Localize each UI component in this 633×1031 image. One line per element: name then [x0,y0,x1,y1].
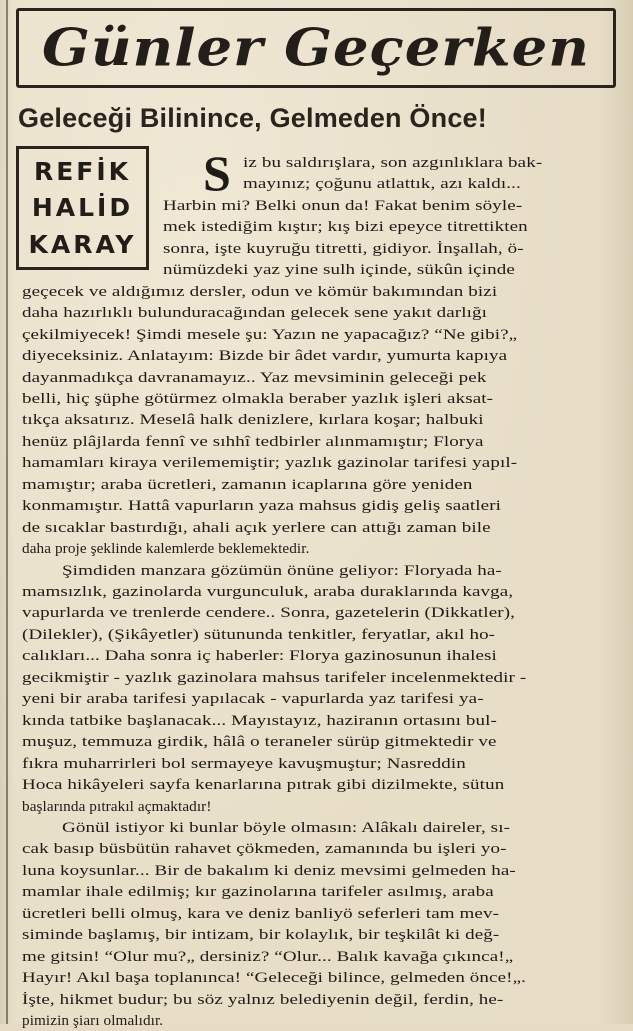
author-first-name: REFİK [33,156,132,186]
body-line: (Dilekler), (Şikâyetler) sütununda tenkitler, feryatlar, akıl ho- [22,625,496,643]
author-box [16,146,149,270]
body-line: İşte, hikmet budur; bu söz yalnız belediyenin değil, ferdin, he- [22,990,504,1008]
body-line: konmamıştır. Hattâ vapurların yaza mahsus gidiş geliş saatleri [22,497,502,515]
body-line: de sıcaklar bastırdığı, ahali açık yerlere can attığı zaman bile [22,518,491,536]
body-line: iz bu saldırışlara, son azgınlıklara bak- [243,154,543,171]
body-line: daha hazırlıklı bulunduracağından gelecek sene yakıt darlığı [22,304,488,322]
body-line: tıkça aksatırız. Meselâ halk denizlere, kırlara koşar; halbuki [22,411,484,429]
body-line: mayınız; çoğunu atlattık, azı kaldı... [243,175,521,193]
body-line: fıkra muharrirleri bol sermayeye kavuşmuştur; Nasreddin [22,754,466,772]
drop-cap: S [203,145,231,201]
body-line: gecikmiştir - yazlık gazinolara mahsus tarifeler incelenmektedir - [22,668,527,686]
body-line: belli, hiç şüphe götürmez olmakla beraber yazlık işleri aksat- [22,389,494,407]
body-line: Harbin mi? Belki onun da! Fakat benim söyle- [163,196,523,214]
author-last-name: KARAY [28,230,137,260]
body-line: ücretleri belli olmuş, kara ve deniz banliyö seferleri tam mev- [22,904,500,922]
body-line: calıkları... Daha sonra iç haberler: Florya gazinosunun ihalesi [22,647,497,665]
body-line: hamamları kiraya verilememiştir; yazlık gazinolar tarifesi yapıl- [22,454,518,472]
body-line: dayanmadıkça davranamayız.. Yaz mevsiminin geleceği pek [22,368,487,386]
body-line: mamsızlık, gazinolarda vurgunculuk, araba duraklarında kavga, [22,583,514,600]
body-line: kında tatbike başlanacak... Mayıstayız, haziranın ortasını bul- [22,711,497,729]
body-line: pimizin şiarı olmalıdır. [22,1012,164,1029]
body-line: geçecek ve aldığımız dersler, odun ve kömür bakımından bizi [22,282,498,300]
body-line: daha proje şeklinde kalemlerde beklemektedir. [22,540,310,558]
body-line: sonra, işte kuyruğu titretti, gidiyor. İnşallah, ö- [163,239,524,257]
body-line: siminde başlamış, bir intizam, bir kolaylık, bir teşkilât ki değ- [22,926,500,944]
author-middle-name: HALİD [31,193,134,223]
masthead-box [16,8,616,88]
body-line: mek istediğim kıştır; kış bizi epeyce titrettikten [163,218,528,236]
body-line: başlarında pıtrakıl açmaktadır! [22,797,212,815]
body-line: vapurlarda ve trenlerde cendere.. Sonra, gazetelerin (Dikkatler), [22,604,516,622]
body-line: henüz plâjlarda fennî ve sıhhî tedbirler alınmamıştır; Florya [22,432,484,450]
body-line: mamlar ihale edilmiş; kır gazinolarına tarifeler asılmış, araba [22,883,494,901]
body-line: me gitsin! “Olur mu?„ dersiniz? “Olur... Balık kavağa çıkınca!„ [22,947,514,965]
body-line: muşuz, temmuza girdik, hâlâ o teraneler sürüp gitmektedir ve [22,733,497,751]
body-line: diyeceksiniz. Anlatayım: Bizde bir âdet vardır, yumurta kapıya [22,347,508,365]
body-line: luna koysunlar... Bir de bakalım ki deniz mevsimi gelmeden ha- [22,861,516,879]
body-line: yeni bir araba tarifesi yapılacak - vapurlarda yaz tarifesi ya- [22,690,484,708]
column-rule [6,0,8,1024]
body-line: çekilmiyecek! Şimdi mesele şu: Yazın ne yapacağız? “Ne gibi?„ [22,325,518,343]
body-line: cak basıp büsbütün rahavet çökmeden, zamanında bu işleri yo- [22,840,507,858]
article-headline: Geleceği Bilinince, Gelmeden Önce! [18,103,487,133]
body-line: Hayır! Akıl başa toplanınca! “Geleceği bilince, gelmeden önce!„. [22,969,527,987]
masthead-title: Günler Geçerken [42,17,590,79]
body-line: Hoca hikâyeleri sayfa kenarlarına pıtrak gibi dizilmekte, sütun [22,776,505,794]
body-line: Şimdiden manzara gözümün önüne geliyor: Floryada ha- [62,561,502,579]
body-line: mamıştır; araba ücretleri, zamanın icaplarına göre yeniden [22,475,473,493]
body-line: Gönül istiyor ki bunlar böyle olmasın: Alâkalı daireler, sı- [62,818,511,836]
body-line: nümüzdeki yaz yine sulh içinde, sükûn içinde [163,261,515,279]
